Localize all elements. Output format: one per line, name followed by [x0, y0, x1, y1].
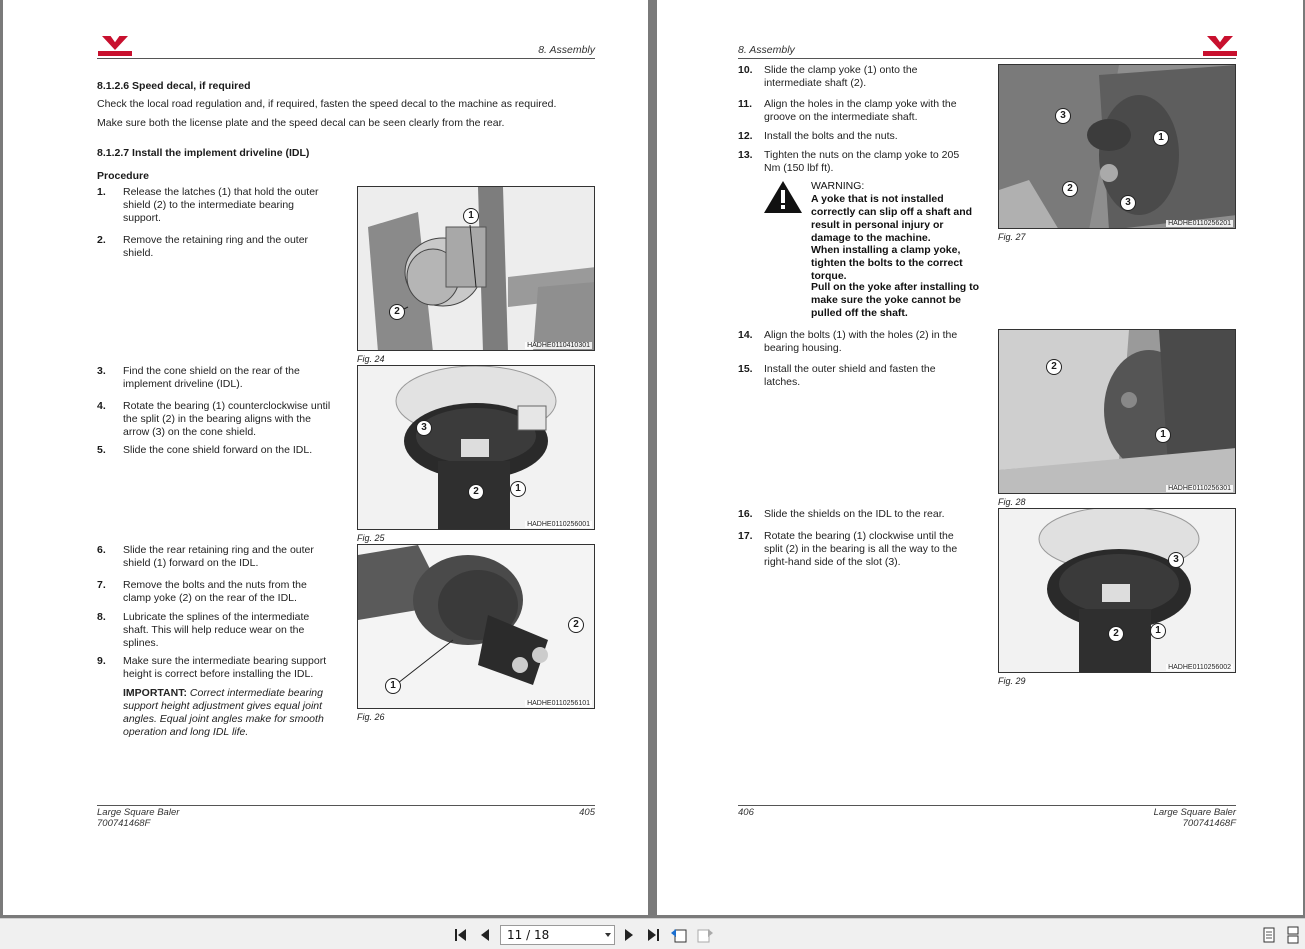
footer-doc-number: 700741468F — [97, 818, 151, 829]
step-number: 1. — [97, 186, 106, 198]
figure-callout: 1 — [463, 208, 479, 224]
figure-callout: 2 — [1046, 359, 1062, 375]
step-number: 13. — [738, 149, 753, 161]
warning-text: Pull on the yoke after installing to make sure the yoke cannot be pulled off the shaft. — [811, 281, 980, 319]
figure-24-image — [357, 186, 595, 351]
step-number: 12. — [738, 130, 753, 142]
figure-code: HADHE0110256101 — [527, 700, 590, 707]
footer-doc-number: 700741468F — [1182, 818, 1236, 829]
step-text: Slide the clamp yoke (1) onto the intermediate shaft (2). — [764, 64, 918, 89]
footer-title: Large Square Baler — [97, 807, 180, 818]
step-number: 4. — [97, 400, 106, 412]
next-page-icon[interactable] — [620, 926, 638, 944]
go-forward-view-icon[interactable] — [696, 926, 714, 944]
step-text: Release the latches (1) that hold the outer shield (2) to the intermediate bearing support. — [123, 186, 319, 224]
figure-callout: 2 — [389, 304, 405, 320]
step-number: 15. — [738, 363, 753, 375]
step-number: 5. — [97, 444, 106, 456]
figure-caption: Fig. 29 — [998, 676, 1026, 686]
step-number: 2. — [97, 234, 106, 246]
warning-icon — [763, 180, 803, 214]
figure-callout: 1 — [1153, 130, 1169, 146]
paragraph: Make sure both the license plate and the speed decal can be seen clearly from the rear. — [97, 117, 505, 129]
footer-rule — [738, 805, 1236, 806]
footer-title: Large Square Baler — [1153, 807, 1236, 818]
page-number: 406 — [738, 807, 754, 818]
procedure-label: Procedure — [97, 170, 149, 182]
single-page-view-icon[interactable] — [1260, 926, 1278, 944]
figure-callout: 2 — [1108, 626, 1124, 642]
figure-callout: 3 — [1055, 108, 1071, 124]
warning-text: A yoke that is not installed correctly can slip off a shaft and result in personal injury or damage to the machine. — [811, 193, 973, 244]
first-page-icon[interactable] — [452, 926, 470, 944]
section-heading: 8.1.2.7 Install the implement driveline (IDL) — [97, 147, 310, 159]
page-406 — [657, 0, 1303, 915]
figure-callout: 3 — [1120, 195, 1136, 211]
step-text: Make sure the intermediate bearing support height is correct before installing the IDL. — [123, 655, 327, 680]
step-number: 10. — [738, 64, 753, 76]
go-back-view-icon[interactable] — [670, 926, 688, 944]
figure-callout: 1 — [1150, 623, 1166, 639]
paragraph: Check the local road regulation and, if required, fasten the speed decal to the machine as required. — [97, 98, 557, 110]
step-text: Install the outer shield and fasten the latches. — [764, 363, 936, 388]
footer-rule — [97, 805, 595, 806]
figure-code: HADHE0110256201 — [1168, 220, 1231, 227]
figure-28-image — [998, 329, 1236, 494]
header-rule — [97, 58, 595, 59]
figure-26-image — [357, 544, 595, 709]
running-head: 8. Assembly — [738, 44, 795, 56]
brand-logo — [98, 36, 132, 58]
figure-caption: Fig. 26 — [357, 712, 385, 722]
figure-callout: 1 — [1155, 427, 1171, 443]
step-text: Remove the bolts and the nuts from the clamp yoke (2) on the rear of the IDL. — [123, 579, 307, 604]
step-number: 16. — [738, 508, 753, 520]
step-number: 14. — [738, 329, 753, 341]
important-text: Correct intermediate bearing support height adjustment gives equal joint angles. Equal joint angles make for smooth operation and long IDL life. — [123, 687, 324, 738]
section-heading: 8.1.2.6 Speed decal, if required — [97, 80, 251, 92]
step-number: 17. — [738, 530, 753, 542]
figure-callout: 2 — [468, 484, 484, 500]
step-text: Rotate the bearing (1) counterclockwise until the split (2) in the bearing aligns with the arrow (3) on the cone shield. — [123, 400, 331, 438]
navigation-toolbar — [0, 918, 1305, 949]
page-indicator: 11 / 18 — [507, 928, 550, 942]
figure-code: HADHE0110256301 — [1168, 485, 1231, 492]
figure-code: HADHE0110410301 — [527, 342, 590, 349]
step-text: Align the bolts (1) with the holes (2) in the bearing housing. — [764, 329, 958, 354]
figure-27-image — [998, 64, 1236, 229]
page-405 — [3, 0, 648, 915]
step-number: 11. — [738, 98, 753, 110]
step-text: Install the bolts and the nuts. — [764, 130, 898, 142]
brand-logo — [1203, 36, 1237, 58]
last-page-icon[interactable] — [644, 926, 662, 944]
step-text: Slide the cone shield forward on the IDL. — [123, 444, 313, 456]
important-label: IMPORTANT: — [123, 687, 187, 699]
step-text: Rotate the bearing (1) clockwise until the split (2) in the bearing is all the way to the right-hand side of the slot (3). — [764, 530, 958, 568]
previous-page-icon[interactable] — [476, 926, 494, 944]
step-number: 9. — [97, 655, 106, 667]
figure-callout: 3 — [1168, 552, 1184, 568]
figure-29-image — [998, 508, 1236, 673]
step-number: 3. — [97, 365, 106, 377]
step-text: Slide the shields on the IDL to the rear. — [764, 508, 945, 520]
step-text: Find the cone shield on the rear of the implement driveline (IDL). — [123, 365, 300, 390]
step-text: Lubricate the splines of the intermediate shaft. This will help reduce wear on the splines. — [123, 611, 310, 649]
warning-text: When installing a clamp yoke, tighten the bolts to the correct torque. — [811, 244, 963, 282]
running-head: 8. Assembly — [538, 44, 595, 56]
figure-callout: 2 — [568, 617, 584, 633]
header-rule — [738, 58, 1236, 59]
figure-caption: Fig. 28 — [998, 497, 1026, 507]
step-text: Remove the retaining ring and the outer shield. — [123, 234, 309, 259]
figure-code: HADHE0110256001 — [527, 521, 590, 528]
step-number: 8. — [97, 611, 106, 623]
warning-label: WARNING: — [811, 180, 865, 192]
step-text: Tighten the nuts on the clamp yoke to 205 Nm (150 lbf ft). — [764, 149, 960, 174]
figure-callout: 1 — [510, 481, 526, 497]
figure-code: HADHE0110256002 — [1168, 664, 1231, 671]
figure-callout: 1 — [385, 678, 401, 694]
continuous-view-icon[interactable] — [1284, 926, 1302, 944]
figure-caption: Fig. 25 — [357, 533, 385, 543]
figure-25-image — [357, 365, 595, 530]
page-number-select[interactable] — [500, 925, 615, 945]
figure-caption: Fig. 27 — [998, 232, 1026, 242]
figure-caption: Fig. 24 — [357, 354, 385, 364]
step-text: Align the holes in the clamp yoke with the groove on the intermediate shaft. — [764, 98, 957, 123]
figure-callout: 2 — [1062, 181, 1078, 197]
important-note — [123, 687, 335, 739]
step-text: Slide the rear retaining ring and the outer shield (1) forward on the IDL. — [123, 544, 314, 569]
page-number: 405 — [579, 807, 595, 818]
step-number: 6. — [97, 544, 106, 556]
figure-callout: 3 — [416, 420, 432, 436]
chevron-down-icon — [605, 933, 611, 937]
step-number: 7. — [97, 579, 106, 591]
